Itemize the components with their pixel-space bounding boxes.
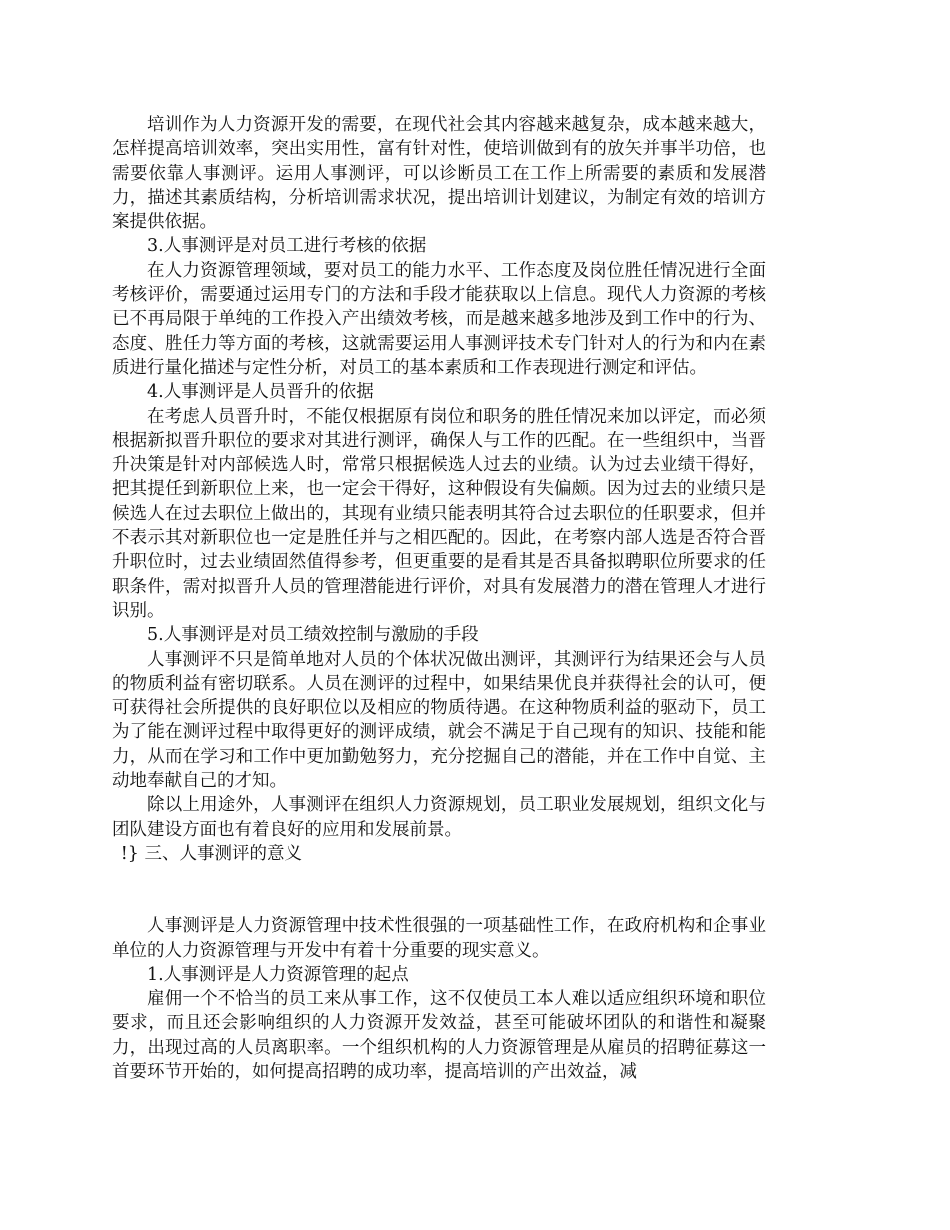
- document-page: [112, 113, 766, 1084]
- blank-gap: [112, 866, 766, 914]
- paragraph-starting-point: 雇佣一个不恰当的员工来从事工作，这不仅使员工本人难以适应组织环境和职位要求，而且还会影响组织的人力资源开发效益，甚至可能破坏团队的和谐性和凝聚力，出现过高的人员离职率。一个组织机构的人力资源管理是从雇员的招聘征募这一首要环节开始的，如何提高招聘的成功率，提高培训的产出效益，减: [112, 989, 766, 1082]
- heading-appraisal-basis: 3.人事测评是对员工进行考核的依据: [147, 236, 427, 257]
- paragraph-promotion: 在考虑人员晋升时，不能仅根据原有岗位和职务的胜任情况来加以评定，而必须根据新拟晋升职位的要求对其进行测评，确保人与工作的匹配。在一些组织中，当晋升决策是针对内部候选人时，常常只根据候选人过去的业绩。认为过去业绩干得好，把其提任到新职位上来，也一定会干得好，这种假设有失偏颇。因为过去的业绩只是候选人在过去职位上做出的，其现有业绩只能表明其符合过去职位的任职要求，但并不表示其对新职位也一定是胜任并与之相匹配的。因此，在考察内部人选是否符合晋升职位时，过去业绩固然值得参考，但更重要的是看其是否具备拟聘职位所要求的任职条件，需对拟晋升人员的管理潜能进行评价，对具有发展潜力的潜在管理人才进行识别。: [112, 406, 766, 621]
- paragraph-other-uses: 除以上用途外，人事测评在组织人力资源规划，员工职业发展规划，组织文化与团队建设方面也有着良好的应用和发展前景。: [112, 795, 766, 840]
- paragraph-incentive: 人事测评不只是简单地对人员的个体状况做出测评，其测评行为结果还会与人员的物质利益有密切联系。人员在测评的过程中，如果结果优良并获得社会的认可，便可获得社会所提供的良好职位以及相应的物质待遇。在这种物质利益的驱动下，员工为了能在测评过程中取得更好的测评成绩，就会不满足于自己现有的知识、技能和能力，从而在学习和工作中更加勤勉努力，充分挖掘自己的潜能，并在工作中自觉、主动地奉献自己的才知。: [112, 649, 766, 792]
- paragraph-significance-intro: 人事测评是人力资源管理中技术性很强的一项基础性工作，在政府机构和企事业单位的人力资源管理与开发中有着十分重要的现实意义。: [112, 916, 766, 961]
- heading-starting-point: 1.人事测评是人力资源管理的起点: [147, 964, 409, 985]
- heading-promotion-basis: 4.人事测评是人员晋升的依据: [147, 382, 374, 403]
- paragraph-training: 培训作为人力资源开发的需要，在现代社会其内容越来越复杂，成本越来越大，怎样提高培训效率，突出实用性，富有针对性，使培训做到有的放矢并事半功倍，也需要依靠人事测评。运用人事测评，可以诊断员工在工作上所需要的素质和发展潜力，描述其素质结构，分析培训需求状况，提出培训计划建议，为制定有效的培训方案提供依据。: [112, 115, 766, 233]
- section-heading-significance: !} 三、人事测评的意义: [120, 843, 302, 864]
- paragraph-appraisal: 在人力资源管理领域，要对员工的能力水平、工作态度及岗位胜任情况进行全面考核评价，需要通过运用专门的方法和手段才能获取以上信息。现代人力资源的考核已不再局限于单纯的工作投入产出绩效考核，而是越来越多地涉及到工作中的行为、态度、胜任力等方面的考核，这就需要运用人事测评技术专门针对人的行为和内在素质进行量化描述与定性分析，对员工的基本素质和工作表现进行测定和评估。: [112, 260, 766, 378]
- heading-performance-incentive: 5.人事测评是对员工绩效控制与激励的手段: [147, 625, 479, 646]
